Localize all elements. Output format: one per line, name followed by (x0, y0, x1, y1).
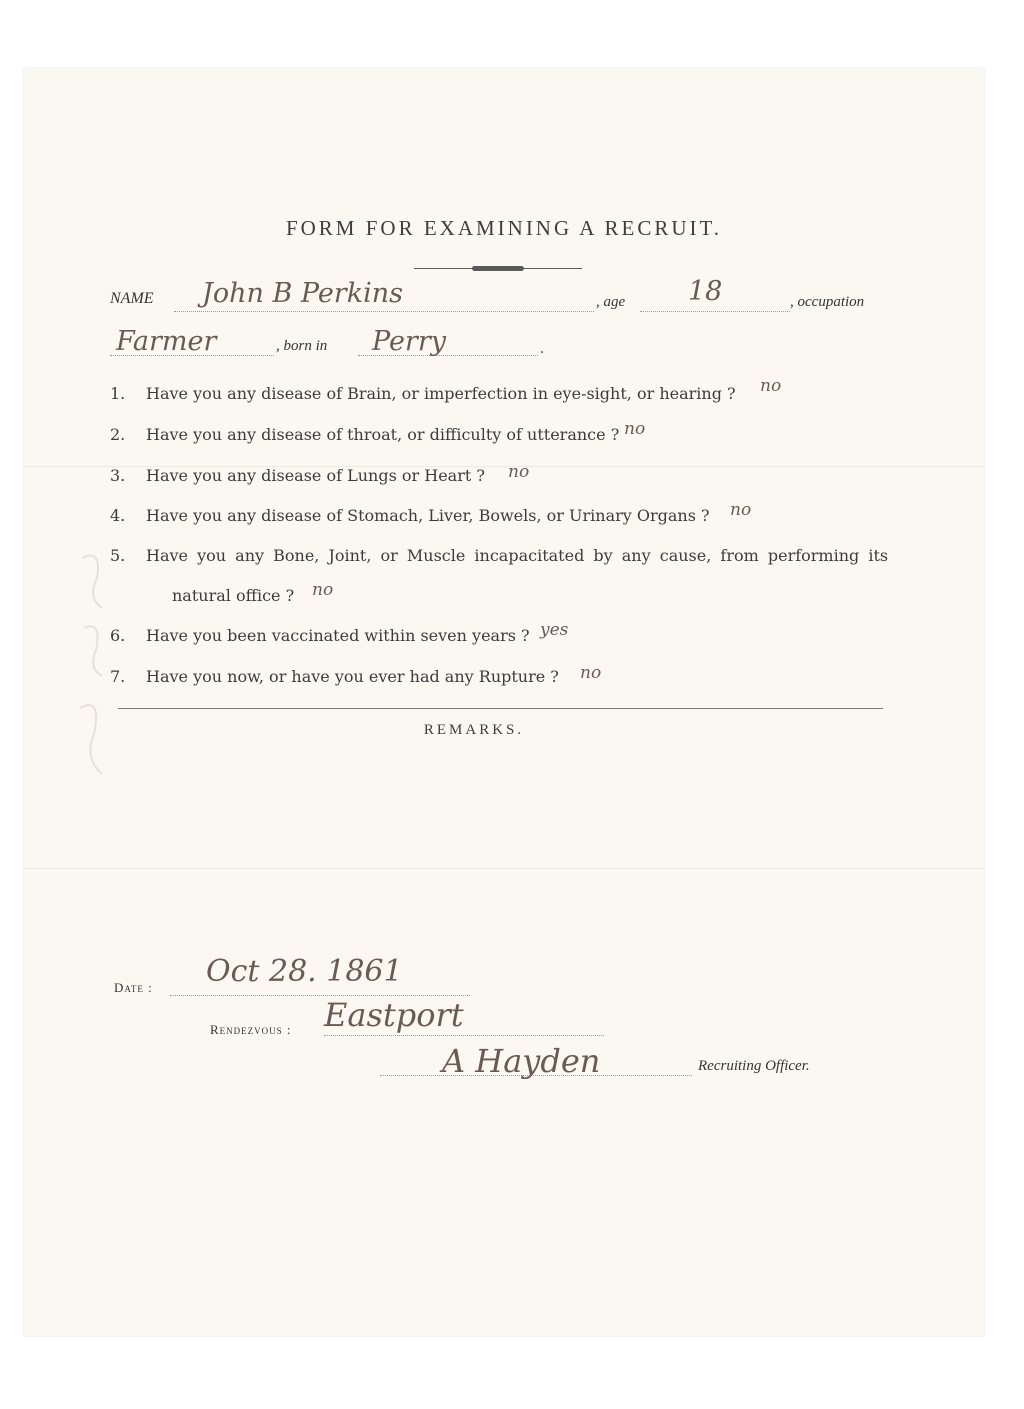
question-number: 7. (110, 667, 126, 686)
question-answer: yes (540, 620, 569, 640)
born-in-label: , born in (276, 338, 328, 354)
question-6 (24, 620, 984, 650)
rendezvous-dotline (324, 1034, 604, 1036)
question-text: Have you any disease of throat, or difficulty of utterance ? (146, 425, 620, 444)
question-number: 3. (110, 466, 126, 485)
question-text: Have you any disease of Lungs or Heart ? (146, 466, 485, 485)
question-text: Have you any disease of Stomach, Liver, Bowels, or Urinary Organs ? (146, 506, 710, 525)
question-text: Have you any disease of Brain, or imperfection in eye-sight, or hearing ? (146, 384, 736, 403)
age-label: , age (596, 294, 626, 310)
fold-line (24, 868, 984, 869)
question-number: 1. (110, 384, 126, 403)
remarks-heading: REMARKS. (423, 722, 525, 738)
question-number: 5. (110, 546, 126, 565)
question-answer: no (580, 663, 602, 683)
form-title: FORM FOR EXAMINING A RECRUIT. (285, 216, 723, 240)
born-in-end: . (540, 340, 544, 357)
question-answer: no (760, 376, 782, 396)
question-text: Have you now, or have you ever had any Rupture ? (146, 667, 559, 686)
officer-signature: A Hayden (442, 1042, 601, 1080)
name-dotline (174, 310, 594, 312)
age-value: 18 (688, 276, 723, 307)
occupation-label: , occupation (790, 294, 865, 310)
title-ornament (414, 266, 582, 272)
question-number: 6. (110, 626, 126, 645)
officer-label: Recruiting Officer. (698, 1058, 810, 1074)
name-label: NAME (110, 290, 154, 307)
form-sheet (24, 68, 984, 1336)
question-text: Have you been vaccinated within seven years ? (146, 626, 530, 645)
question-number: 2. (110, 425, 126, 444)
question-5 (24, 546, 984, 610)
name-value: John B Perkins (202, 278, 403, 309)
question-text-continued: natural office ? (172, 586, 295, 605)
occupation-value: Farmer (116, 326, 217, 357)
question-answer: no (624, 419, 646, 439)
question-answer: no (508, 462, 530, 482)
question-text: Have you any Bone, Joint, or Muscle incapacitated by any cause, from performing its (146, 546, 889, 565)
question-answer: no (312, 580, 334, 600)
question-number: 4. (110, 506, 126, 525)
question-3 (24, 462, 984, 490)
question-2 (24, 419, 984, 449)
date-label: Date : (114, 980, 153, 995)
born-in-value: Perry (372, 326, 446, 357)
question-7 (24, 663, 984, 691)
rendezvous-label: Rendezvous : (210, 1022, 292, 1037)
question-1 (24, 376, 984, 408)
age-dotline (640, 310, 790, 312)
question-4 (24, 500, 984, 530)
section-divider (118, 708, 883, 709)
rendezvous-value: Eastport (324, 996, 464, 1034)
question-answer: no (730, 500, 752, 520)
date-value: Oct 28. 1861 (206, 954, 403, 989)
